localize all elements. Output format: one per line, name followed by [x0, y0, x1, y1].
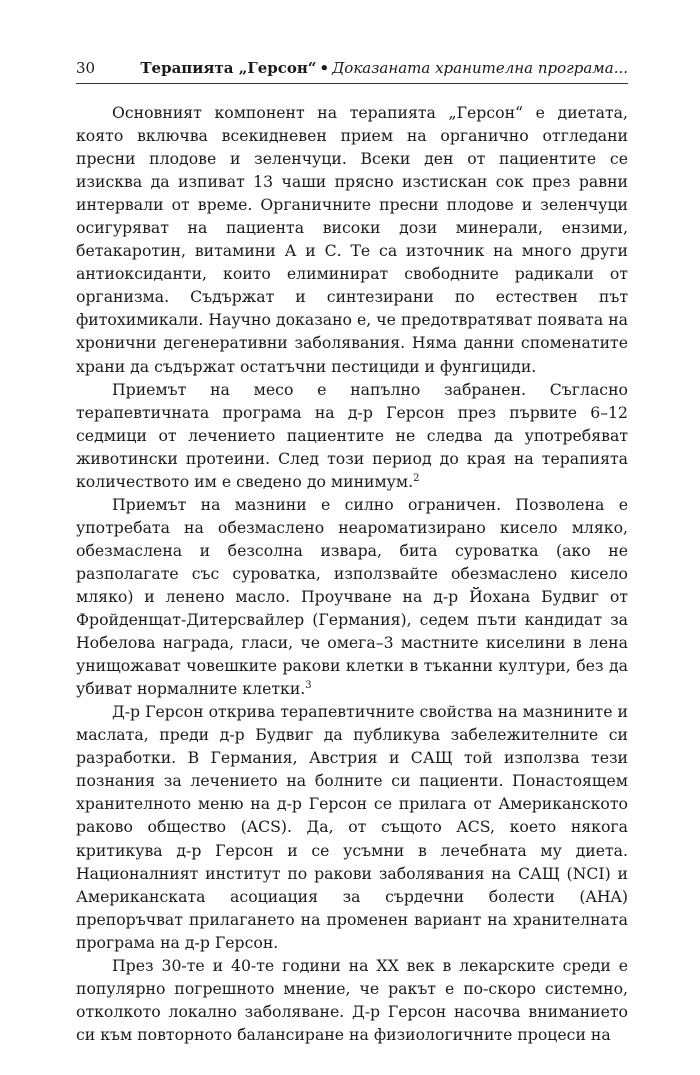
- paragraph: [76, 378, 628, 493]
- paragraph: [76, 700, 628, 954]
- running-title: [140, 58, 628, 78]
- footnote-reference: 3: [305, 679, 312, 691]
- book-subtitle: Доказаната хранителна програма...: [332, 59, 628, 77]
- body-text: [76, 101, 628, 1046]
- paragraph-text: Д-р Герсон открива терапевтичните свойства на мазнините и маслата, преди д-р Будвиг да публикува забележителните си разработки. В Германия, Австрия и САЩ той използва тези познания за лечението на болните си пациенти. Понастоящем хранителното меню на д-р Герсон се прилага от Американското раково общество (ACS). Да, от същото ACS, което някога критикува д-р Герсон и се усъмни в лечебната му диета. Националният институт по ракови заболявания на САЩ (NCI) и Американската асоциация за сърдечни болести (AHA) препоръчват прилагането на променен вариант на хранителната програма на д-р Герсон.: [76, 702, 628, 952]
- paragraph: [76, 493, 628, 700]
- footnote-reference: 2: [413, 472, 420, 484]
- header-rule: [76, 83, 628, 84]
- book-title: Терапията „Герсон“: [140, 59, 317, 77]
- paragraph-text: Основният компонент на терапията „Герсон“ е диетата, която включва всекидневен прием на органично отгледани пресни плодове и зеленчуци. Всеки ден от пациентите се изисква да изпиват 13 чаши прясно изстискан сок през равни интервали от време. Органичните пресни плодове и зеленчуци осигуряват на пациента високи дози минерали, ензими, бетакаротин, витамини А и С. Те са източник на много други антиоксиданти, които елиминират свободните радикали от организма. Съдържат и синтезирани по естествен път фитохимикали. Научно доказано е, че предотвратяват появата на хронични дегенеративни заболявания. Няма данни споменатите храни да съдържат остатъчни пестициди и фунгициди.: [76, 103, 628, 376]
- paragraph: [76, 101, 628, 378]
- title-separator: •: [319, 59, 330, 77]
- running-header: [76, 58, 628, 84]
- paragraph: [76, 954, 628, 1046]
- paragraph-text: През 30-те и 40-те години на XX век в лекарските среди е популярно погрешното мнение, че ракът е по-скоро системно, отколкото локално заболяване. Д-р Герсон насочва вниманието си към повторното балансиране на физиологичните процеси на: [76, 955, 628, 1044]
- page-number: 30: [76, 59, 96, 77]
- paragraph-text: Приемът на мазнини е силно ограничен. Позволена е употребата на обезмаслено неароматизирано кисело мляко, обезмаслена и безсолна извара, бита суроватка (ако не разполагате със суроватка, използвайте обезмаслено кисело мляко) и ленено масло. Проучване на д-р Йохана Будвиг от Фройденщат-Дитерсвайлер (Германия), седем пъти кандидат за Нобелова награда, гласи, че омега–3 мастните киселини в лена унищожават човешките ракови клетки в тъканни култури, без да убиват нормалните клетки.: [76, 494, 628, 699]
- paragraph-text: Приемът на месо е напълно забранен. Съгласно терапевтичната програма на д-р Герсон през първите 6–12 седмици от лечението пациентите не следва да употребяват животински протеини. След този период до края на терапията количеството им е сведено до минимум.: [76, 379, 628, 491]
